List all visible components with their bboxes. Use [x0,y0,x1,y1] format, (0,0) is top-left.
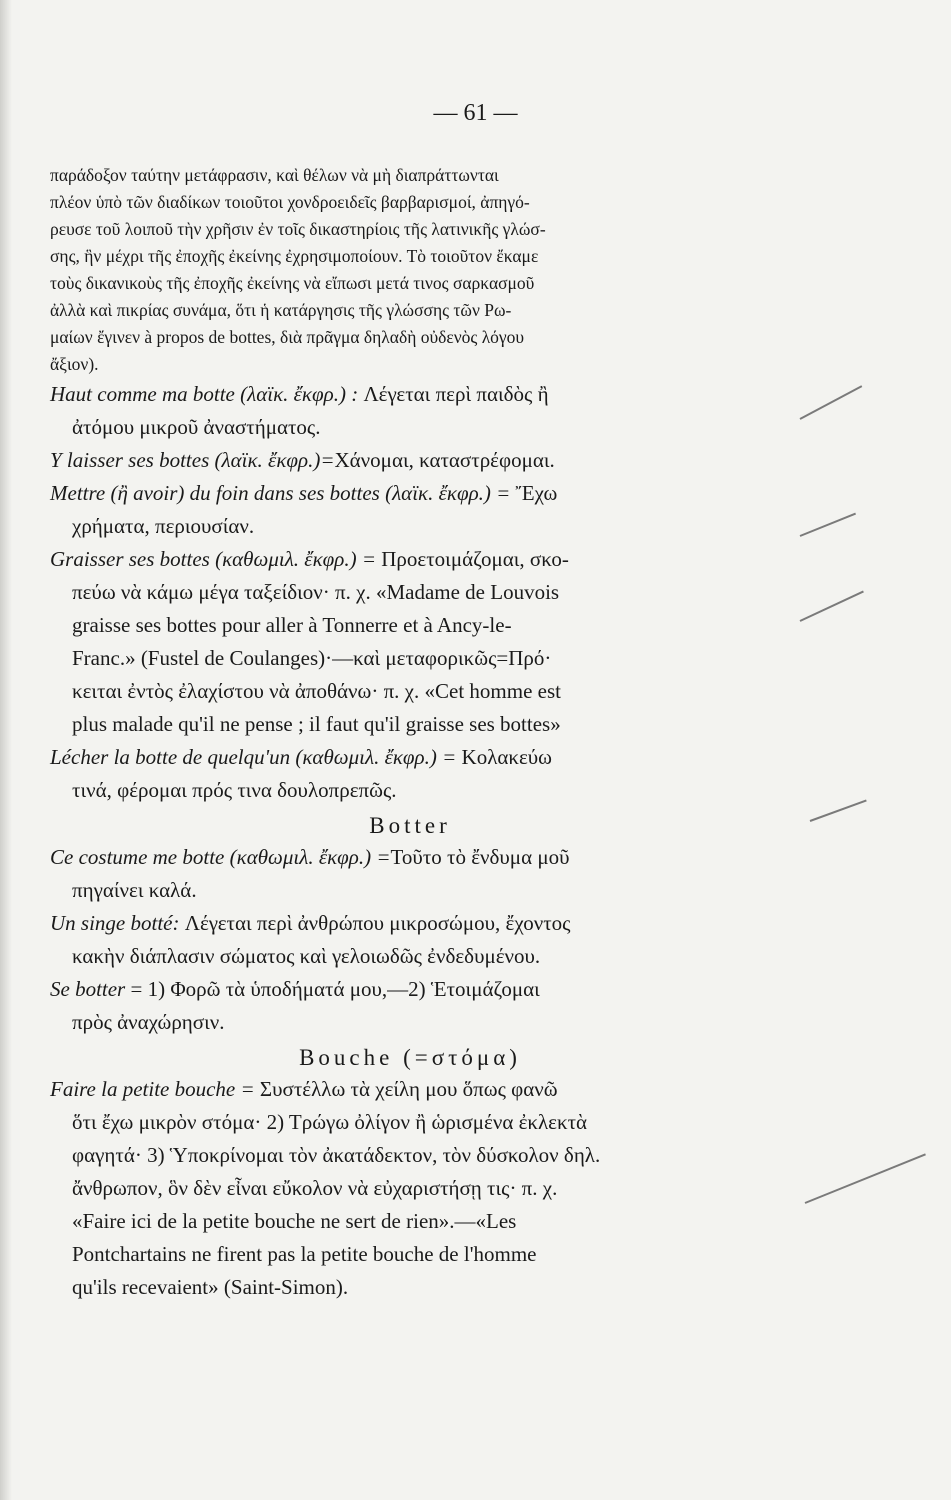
entry-text: = 1) Φορῶ τὰ ὑποδήματά μου,—2) Ἑτοιμάζομαι [130,977,540,1001]
entry-text: graisse ses bottes pour aller à Tonnerre et à Ancy-le- [72,613,512,637]
dictionary-entries [50,378,770,1304]
intro-line: μαίων ἔγινεν à propos de bottes, διὰ πρᾶγμα δηλαδὴ οὐδενὸς λόγου [50,327,525,347]
intro-line: ρευσε τοῦ λοιποῦ τὴν χρῆσιν ἐν τοῖς δικαστηρίοις τῆς λατινικῆς γλώσ- [50,219,546,239]
entry-text: Κολακεύω [461,745,553,769]
entry-text: Λέγεται περὶ ἀνθρώπου μικροσώμου, ἔχοντος [184,911,571,935]
entry-text: Λέγεται περὶ παιδὸς ἢ [363,382,549,406]
page-edge-shadow [0,0,12,1500]
entry-text: χρήματα, περιουσίαν. [72,514,255,538]
pencil-mark [800,385,863,420]
entry-lecher-la-botte [50,741,770,807]
entry-text: πρὸς ἀναχώρησιν. [72,1010,225,1034]
entry-text: πηγαίνει καλά. [72,878,197,902]
intro-line: παράδοξον ταύτην μετάφρασιν, καὶ θέλων νὰ μὴ διαπράττωνται [50,165,499,185]
entry-text: plus malade qu'il ne pense ; il faut qu'il graisse ses bottes» [72,712,561,736]
entry-haut-comme-ma-botte [50,378,770,444]
intro-line: πλέον ὑπὸ τῶν διαδίκων τοιοῦτοι χονδροειδεῖς βαρβαρισμοί, ἀπηγό- [50,192,530,212]
entry-text: Ἔχω [515,481,558,505]
entry-text: πεύω νὰ κάμω μέγα ταξείδιον· π. χ. «Madame de Louvois [72,580,560,604]
entry-text: τινά, φέρομαι πρός τινα δουλοπρεπῶς. [72,778,397,802]
entry-headword: Faire la petite bouche = [50,1077,255,1101]
entry-headword: Graisser ses bottes (καθωμιλ. ἔκφρ.) = [50,547,377,571]
entry-mettre-du-foin [50,477,770,543]
section-heading-bouche: Bouche (=στόμα) [299,1045,521,1070]
entry-y-laisser-ses-bottes [50,444,770,477]
entry-text: Τοῦτο τὸ ἔνδυμα μοῦ [390,845,570,869]
pencil-mark [800,513,856,537]
intro-line: ἀλλὰ καὶ πικρίας συνάμα, ὅτι ἡ κατάργησις τῆς γλώσσης τῶν Ρω- [50,300,512,320]
entry-headword: Un singe botté: [50,911,180,935]
entry-headword: Ce costume me botte (καθωμιλ. ἔκφρ.) = [50,845,391,869]
page-number: — 61 — [433,100,518,126]
intro-line: ἄξιον). [50,354,99,374]
intro-line: τοὺς δικανικοὺς τῆς ἐποχῆς ἐκείνης νὰ εἴπωσι μετά τινος σαρκασμοῦ [50,273,535,293]
intro-line: σης, ἣν μέχρι τῆς ἐποχῆς ἐκείνης ἐχρησιμοποίουν. Τὸ τοιοῦτον ἔκαμε [50,246,539,266]
entry-faire-la-petite-bouche [50,1073,770,1304]
entry-text: Προετοιμάζομαι, σκο- [381,547,569,571]
pencil-mark [810,800,867,822]
entry-text: qu'ils recevaient» (Saint-Simon). [72,1275,349,1299]
entry-text: ἀτόμου μικροῦ ἀναστήματος. [72,415,321,439]
entry-text: κακὴν διάπλασιν σώματος καὶ γελοιωδῶς ἐνδεδυμένου. [72,944,541,968]
entry-text: Franc.» (Fustel de Coulanges)·—καὶ μεταφορικῶς=Πρό· [72,646,552,670]
entry-text: φαγητά· 3) Ὑποκρίνομαι τὸν ἀκατάδεκτον, τὸν δύσκολον δηλ. [72,1143,601,1167]
entry-un-singe-botte [50,907,770,973]
entry-text: Pontchartains ne firent pas la petite bouche de l'homme [72,1242,537,1266]
section-heading-botter: Botter [369,813,451,838]
entry-headword: Y laisser ses bottes (λαϊκ. ἔκφρ.)= [50,448,335,472]
entry-text: ἄνθρωπον, ὃν δὲν εἶναι εὔκολον νὰ εὐχαριστήσῃ τις· π. χ. [72,1176,558,1200]
entry-headword: Mettre (ἢ avoir) du foin dans ses bottes (λαϊκ. ἔκφρ.) = [50,481,511,505]
entry-headword: Lécher la botte de quelqu'un (καθωμιλ. ἔκφρ.) = [50,745,457,769]
entry-headword: Se botter [50,977,126,1001]
pencil-mark [800,591,864,622]
entry-ce-costume-me-botte [50,841,770,907]
entry-headword: Haut comme ma botte (λαϊκ. ἔκφρ.) : [50,382,359,406]
entry-text: Χάνομαι, καταστρέφομαι. [334,448,555,472]
entry-se-botter [50,973,770,1039]
entry-graisser-ses-bottes [50,543,770,741]
entry-text: κειται ἐντὸς ἐλαχίστου νὰ ἀποθάνω· π. χ. «Cet homme est [72,679,561,703]
entry-text: Συστέλλω τὰ χείλη μου ὅπως φανῶ [259,1077,558,1101]
entry-text: ὅτι ἔχω μικρὸν στόμα· 2) Τρώγω ὀλίγον ἢ ὡρισμένα ἐκλεκτὰ [72,1110,588,1134]
pencil-mark [805,1153,926,1204]
entry-text: «Faire ici de la petite bouche ne sert de rien».—«Les [72,1209,517,1233]
intro-paragraph [50,162,770,378]
